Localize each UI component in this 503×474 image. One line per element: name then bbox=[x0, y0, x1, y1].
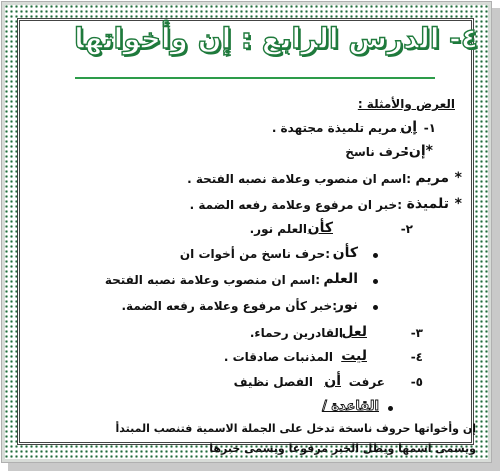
lesson-title: ٤- الدرس الرابع : إن وأخواتها bbox=[74, 22, 478, 55]
tilmitha-description: :خبر ان مرفوع وعلامة رفعه الضمة . bbox=[189, 198, 402, 212]
nur-description: :خبر كأن مرفوع وعلامة رفعه الضمة. bbox=[121, 299, 337, 313]
example-3-word: لعل bbox=[341, 324, 367, 340]
example-3-text: القادرين رحماء. bbox=[249, 326, 343, 340]
example-4-word: ليت bbox=[341, 348, 367, 364]
example-5-text: الفصل نظيف bbox=[233, 375, 313, 389]
bullet-dot bbox=[373, 253, 378, 258]
title-underline bbox=[75, 77, 435, 79]
example-4-text: المذنبات صادقات . bbox=[223, 350, 333, 364]
maryam-label: مريم bbox=[415, 170, 449, 186]
inna-label: *إن: bbox=[403, 143, 433, 159]
maryam-star: * bbox=[454, 170, 462, 186]
example-1-number: ١- bbox=[423, 121, 436, 135]
example-5-prefix: عرفت bbox=[348, 375, 385, 389]
tilmitha-label: تلميذة bbox=[406, 196, 449, 212]
kaanna-description: :حرف ناسخ من أخوات ان bbox=[179, 247, 330, 261]
bullet-dot bbox=[373, 279, 378, 284]
example-2-number: ٢- bbox=[400, 222, 413, 236]
example-1-text: مريم تلميذة مجتهدة . bbox=[271, 121, 397, 135]
example-2-text: العلم نور. bbox=[249, 222, 307, 236]
bullet-dot bbox=[388, 406, 393, 411]
rule-heading: القاعدة / bbox=[322, 399, 379, 414]
inna-description: حرف ناسخ bbox=[345, 145, 409, 159]
rule-text-line-2: ويسمى اسمها ويظل الخبر مرفوعا ويسمى خبرها bbox=[209, 442, 476, 455]
ilm-label: العلم bbox=[323, 271, 358, 287]
bullet-dot bbox=[373, 305, 378, 310]
example-5-number: ٥- bbox=[410, 375, 423, 389]
section-heading: العرض والأمثلة : bbox=[357, 97, 455, 111]
example-5-word: أن bbox=[324, 373, 341, 389]
example-2-word: كأن bbox=[307, 220, 333, 236]
example-1-word: إن bbox=[400, 119, 417, 135]
rule-text-line-1: إن وأخواتها حروف ناسخة تدخل على الجملة الاسمية فتنصب المبتدأ bbox=[115, 422, 476, 435]
kaanna-label: كأن bbox=[332, 245, 358, 261]
nur-label: نور bbox=[335, 297, 358, 313]
tilmitha-star: * bbox=[454, 196, 462, 212]
example-3-number: ٣- bbox=[410, 326, 423, 340]
maryam-description: :اسم ان منصوب وعلامة نصبه الفتحة . bbox=[187, 172, 411, 186]
ilm-description: :اسم ان منصوب وعلامة نصبه الفتحة bbox=[104, 273, 320, 287]
example-4-number: ٤- bbox=[410, 350, 423, 364]
